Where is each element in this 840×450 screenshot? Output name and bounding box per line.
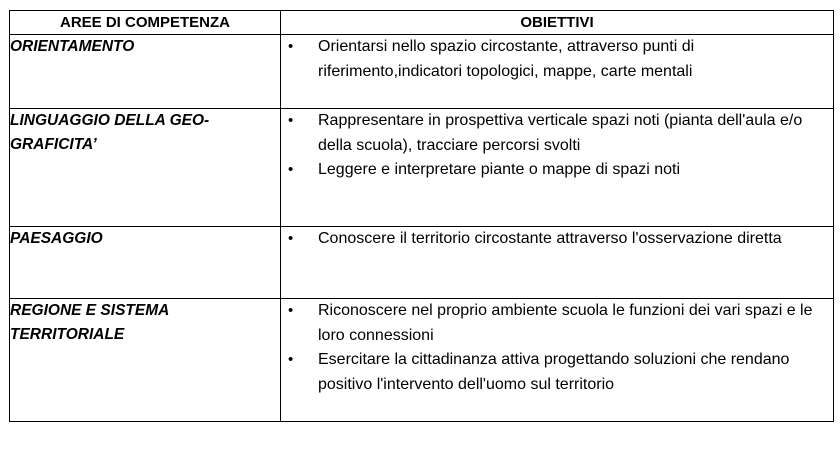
table-row [10,35,834,109]
objective-item [281,348,833,397]
objective-text: Riconoscere nel proprio ambiente scuola le funzioni dei vari spazi e le loro connessioni [318,302,813,344]
objectives-list [281,35,833,84]
objective-text: Esercitare la cittadinanza attiva progettando soluzioni che rendano positivo l'intervento dell'uomo sul territorio [318,351,790,393]
objectives-cell [281,35,834,109]
bullet-icon: • [288,161,294,178]
header-objectives: OBIETTIVI [281,11,834,35]
table-row [10,109,834,227]
objectives-list [281,109,833,183]
objective-text: Leggere e interpretare piante o mappe di spazi noti [318,161,681,178]
area-cell: LINGUAGGIO DELLA GEO-GRAFICITA’ [10,109,281,227]
bullet-icon: • [288,112,294,129]
objectives-list [281,299,833,397]
header-row [10,11,834,35]
objective-item [281,158,833,183]
area-cell: REGIONE E SISTEMA TERRITORIALE [10,299,281,422]
bullet-icon: • [288,302,294,319]
bullet-icon: • [288,38,294,55]
area-cell: PAESAGGIO [10,227,281,299]
table-row [10,299,834,422]
table-row [10,227,834,299]
objective-item [281,299,833,348]
objective-text: Orientarsi nello spazio circostante, attraverso punti di riferimento,indicatori topologici, mappe, carte mentali [318,38,695,80]
objectives-cell [281,299,834,422]
objective-item [281,227,833,252]
area-cell: ORIENTAMENTO [10,35,281,109]
objectives-list [281,227,833,252]
objective-text: Rappresentare in prospettiva verticale spazi noti (pianta dell'aula e/o della scuola), tracciare percorsi svolti [318,112,803,154]
objectives-cell [281,227,834,299]
objective-text: Conoscere il territorio circostante attraverso l'osservazione diretta [318,230,782,247]
objective-item [281,35,833,84]
bullet-icon: • [288,230,294,247]
objective-item [281,109,833,158]
header-area: AREE DI COMPETENZA [10,11,281,35]
bullet-icon: • [288,351,294,368]
competency-table [9,10,834,422]
objectives-cell [281,109,834,227]
